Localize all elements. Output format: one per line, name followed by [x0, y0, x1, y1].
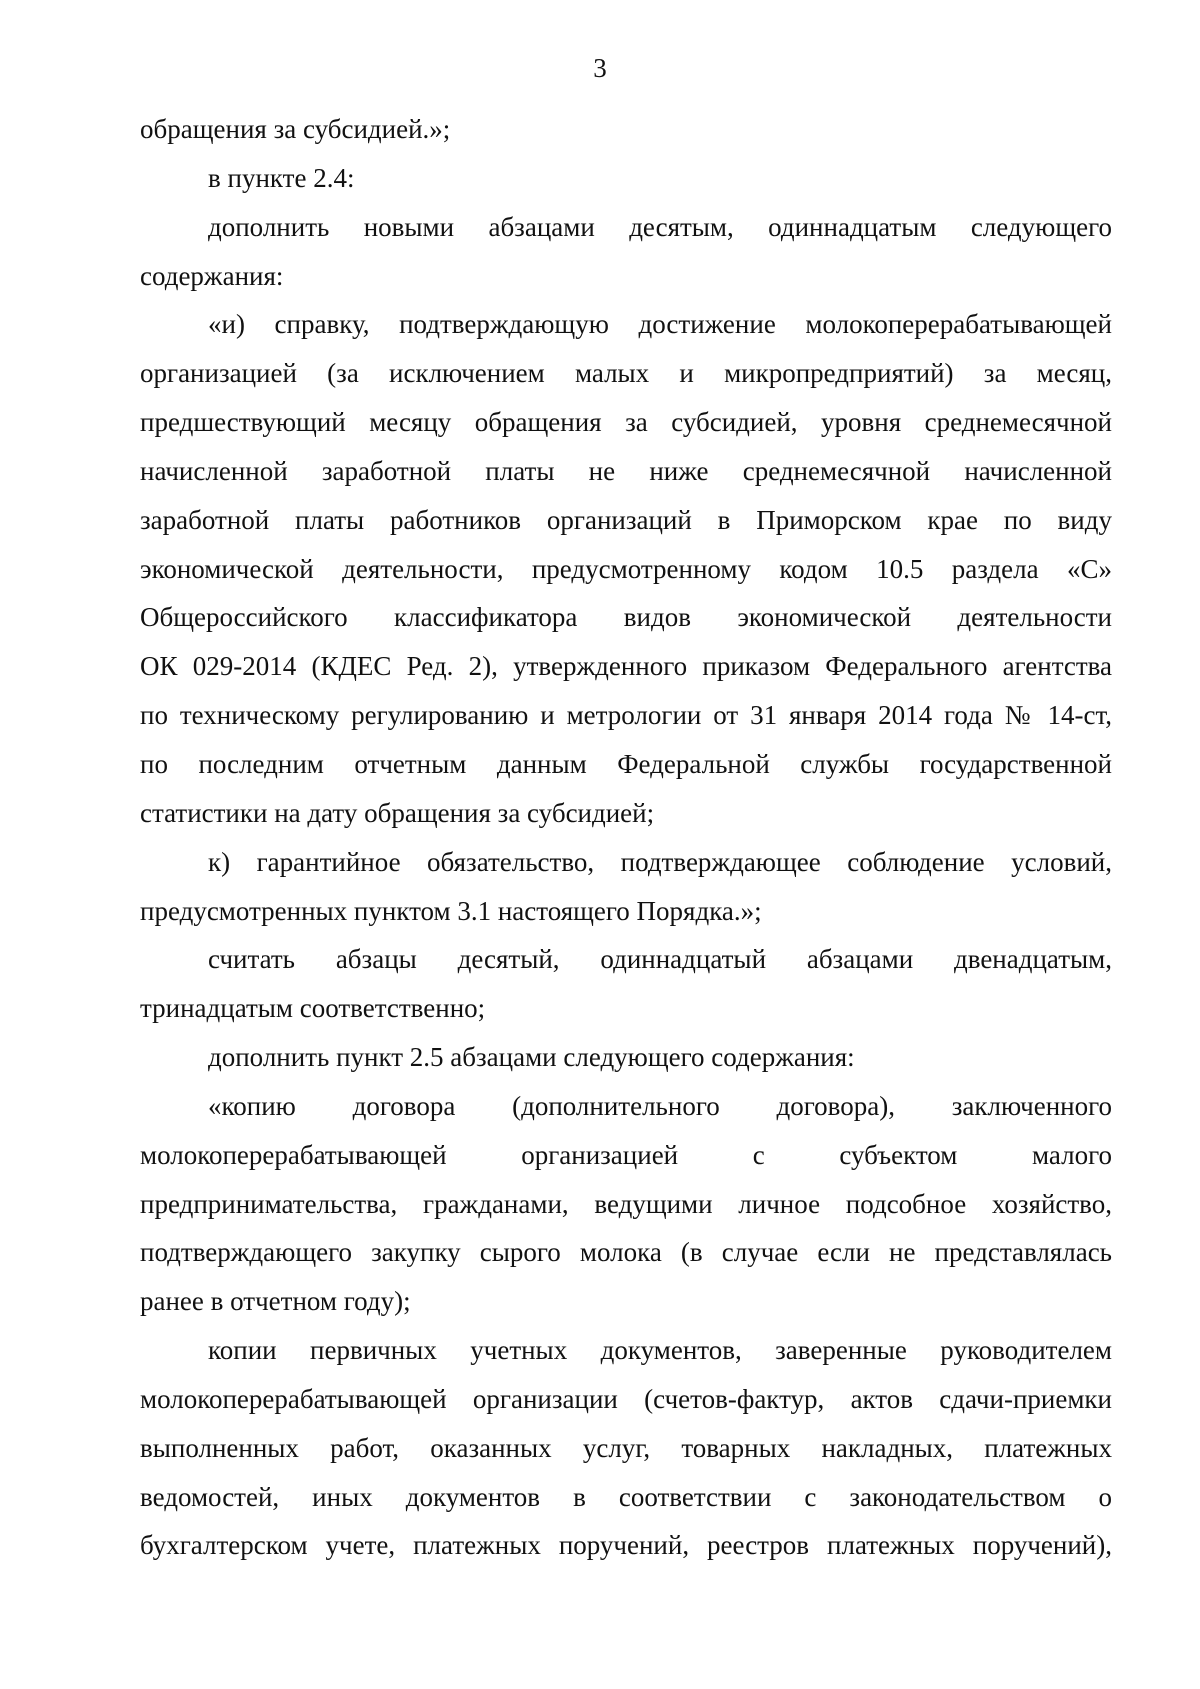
text-line: копии первичных учетных документов, заверенные руководителем: [208, 1335, 1112, 1366]
text-line: предшествующий месяцу обращения за субсидией, уровня среднемесячной: [140, 407, 1112, 438]
text-line: предусмотренных пунктом 3.1 настоящего Порядка.»;: [140, 895, 762, 926]
text-line: бухгалтерском учете, платежных поручений, реестров платежных поручений),: [140, 1530, 1112, 1561]
text-line: организацией (за исключением малых и микропредприятий) за месяц,: [140, 358, 1112, 389]
text-line: начисленной заработной платы не ниже среднемесячной начисленной: [140, 455, 1112, 486]
text-line: дополнить пункт 2.5 абзацами следующего содержания:: [208, 1042, 855, 1073]
text-line: «и) справку, подтверждающую достижение молокоперерабатывающей: [208, 309, 1112, 340]
text-line: заработной платы работников организаций в Приморском крае по виду: [140, 504, 1112, 535]
text-line: подтверждающего закупку сырого молока (в случае если не представлялась: [140, 1237, 1112, 1268]
text-line: экономической деятельности, предусмотренному кодом 10.5 раздела «С»: [140, 553, 1112, 584]
text-line: Общероссийского классификатора видов экономической деятельности: [140, 602, 1112, 633]
text-line: ОК 029-2014 (КДЕС Ред. 2), утвержденного приказом Федерального агентства: [140, 651, 1112, 682]
text-line: тринадцатым соответственно;: [140, 993, 486, 1024]
text-line: считать абзацы десятый, одиннадцатый абзацами двенадцатым,: [208, 944, 1112, 975]
text-line: по техническому регулированию и метрологии от 31 января 2014 года № 14-ст,: [140, 700, 1112, 731]
text-line: «копию договора (дополнительного договора), заключенного: [208, 1090, 1112, 1121]
text-line: выполненных работ, оказанных услуг, товарных накладных, платежных: [140, 1432, 1112, 1463]
text-line: предпринимательства, гражданами, ведущими личное подсобное хозяйство,: [140, 1188, 1112, 1219]
text-line: обращения за субсидией.»;: [140, 114, 451, 144]
text-line: к) гарантийное обязательство, подтверждающее соблюдение условий,: [208, 846, 1112, 877]
page-number: 3: [593, 53, 607, 83]
text-line: в пункте 2.4:: [208, 162, 355, 193]
text-line: ведомостей, иных документов в соответствии с законодательством о: [140, 1481, 1112, 1512]
text-line: дополнить новыми абзацами десятым, одиннадцатым следующего: [208, 211, 1112, 242]
text-line: по последним отчетным данным Федеральной службы государственной: [140, 748, 1112, 779]
text-line: статистики на дату обращения за субсидией;: [140, 797, 655, 828]
text-line: молокоперерабатывающей организации (счетов-фактур, актов сдачи-приемки: [140, 1383, 1112, 1414]
text-line: содержания:: [140, 260, 284, 291]
document-body: [140, 105, 1112, 1570]
text-line: молокоперерабатывающей организацией с субъектом малого: [140, 1139, 1112, 1170]
text-line: ранее в отчетном году);: [140, 1286, 411, 1317]
